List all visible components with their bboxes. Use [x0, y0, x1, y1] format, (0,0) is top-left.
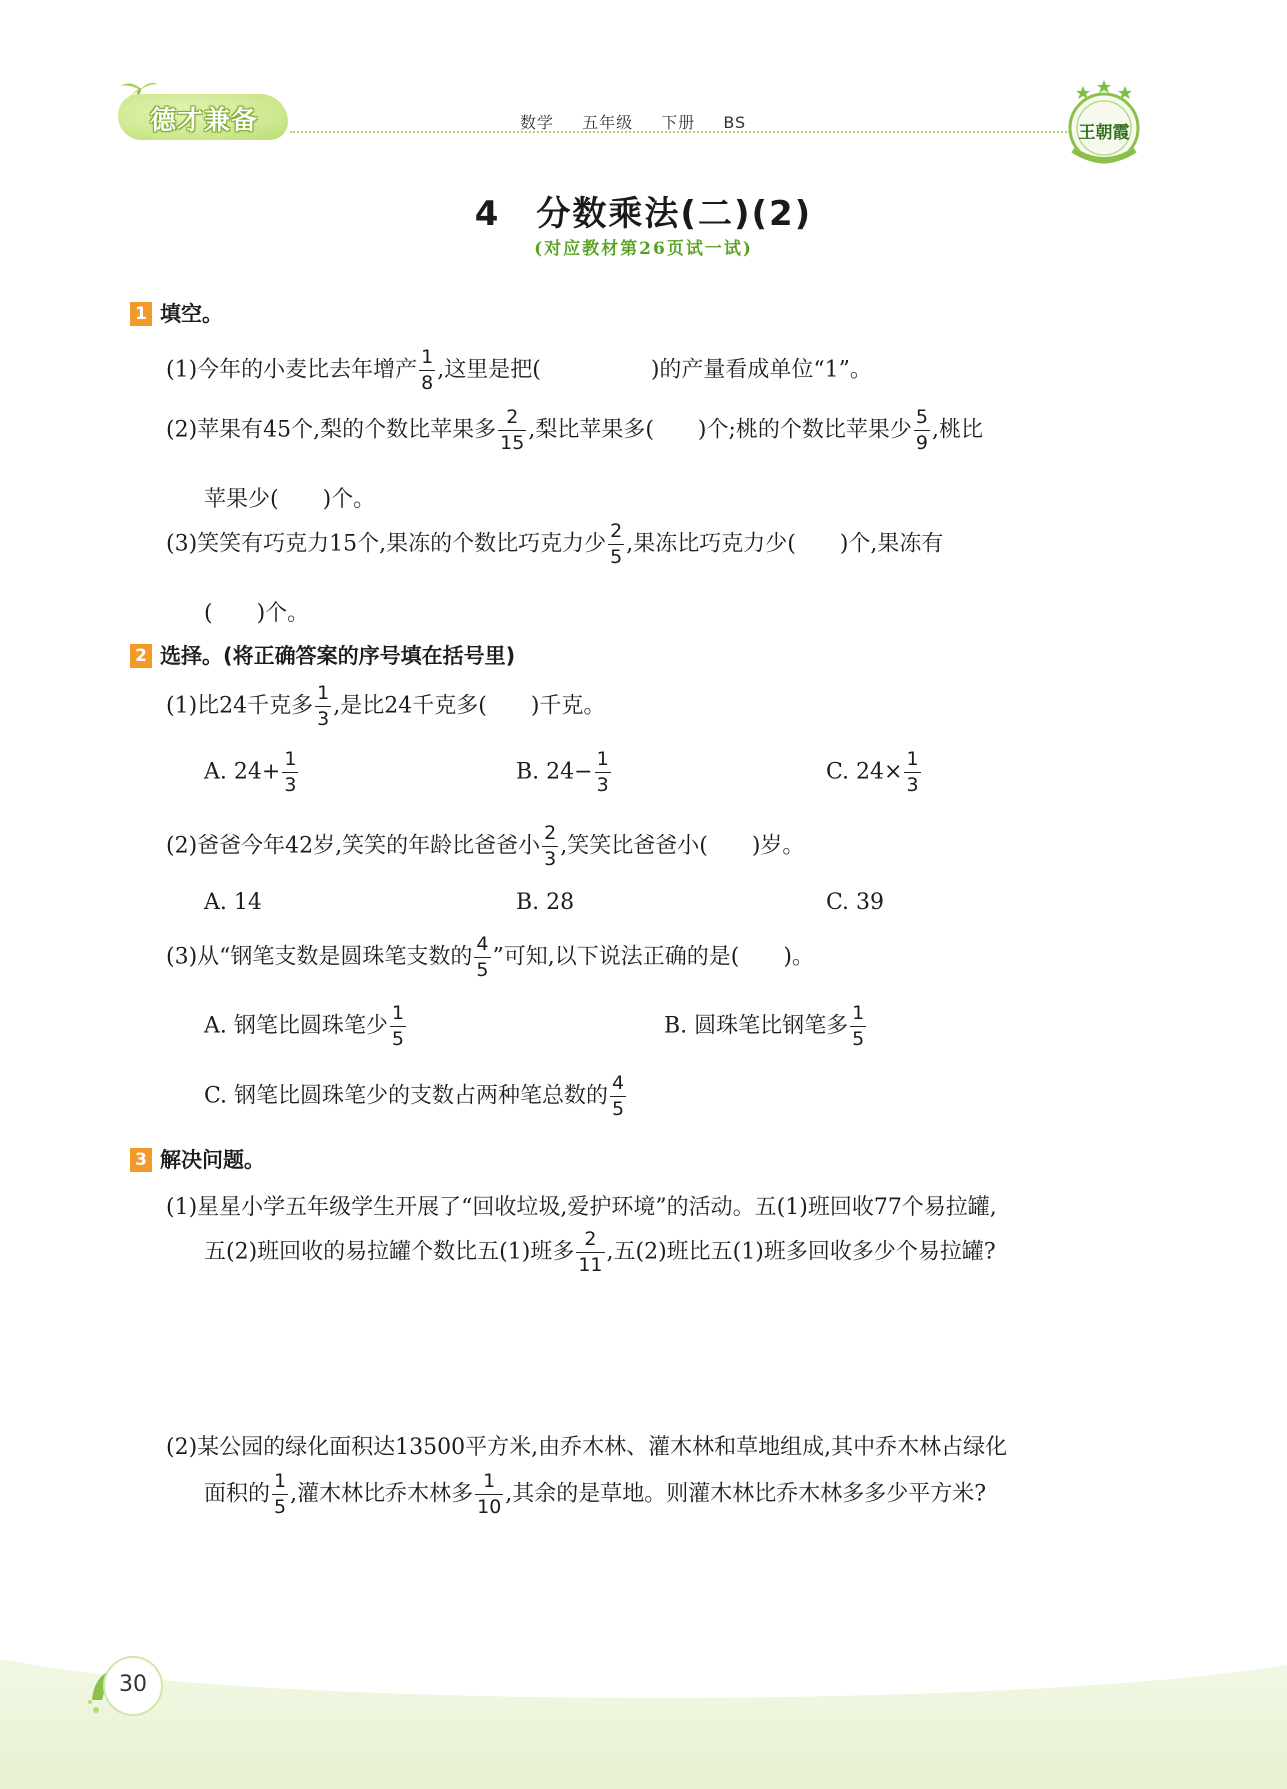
edition: BS	[723, 113, 747, 132]
q2-1: (1)比24千克多 $\frac{1}{3}$ ,是比24千克多( )千克。	[166, 682, 606, 730]
section-2-heading: 2 选择。(将正确答案的序号填在括号里)	[130, 640, 515, 670]
page-title: 4 分数乘法(二)(2)	[474, 194, 813, 234]
fraction: $\frac{1}{10}$	[477, 1470, 502, 1518]
fraction: $\frac{4}{5}$	[476, 933, 489, 981]
q2-2: (2)爸爸今年42岁,笑笑的年龄比爸爸小 $\frac{2}{3}$ ,笑笑比爸爸小( )岁。	[166, 822, 805, 870]
q2-1-option-a: A. 24+ $\frac{1}{3}$	[204, 748, 297, 796]
q2-3-option-a: A. 钢笔比圆珠笔少 $\frac{1}{5}$	[204, 1002, 404, 1050]
fraction: $\frac{1}{5}$	[852, 1002, 865, 1050]
section-3-number: 3	[130, 1148, 152, 1172]
fraction: $\frac{2}{15}$	[500, 406, 525, 454]
brand-logo	[110, 78, 290, 148]
section-3-heading: 3 解决问题。	[130, 1144, 265, 1174]
page-subtitle: (对应教材第26页试一试)	[534, 239, 753, 259]
section-1-number: 1	[130, 302, 152, 326]
fraction: $\frac{1}{5}$	[391, 1002, 404, 1050]
q2-2-option-c: C. 39	[826, 890, 885, 915]
subject: 数学	[520, 113, 555, 132]
fraction: $\frac{1}{3}$	[906, 748, 919, 796]
section-2-number: 2	[130, 644, 152, 668]
fraction: $\frac{1}{3}$	[317, 682, 330, 730]
q1-3: (3)笑笑有巧克力15个,果冻的个数比巧克力少 $\frac{2}{5}$ ,果冻比巧克力少( )个,果冻有	[166, 520, 944, 568]
q1-2-continued: 苹果少( )个。	[204, 487, 376, 512]
fraction: $\frac{1}{8}$	[421, 346, 434, 394]
q3-1-line1: (1)星星小学五年级学生开展了“回收垃圾,爱护环境”的活动。五(1)班回收77个易拉罐,	[166, 1195, 997, 1220]
q2-3-option-c: C. 钢笔比圆珠笔少的支数占两种笔总数的 $\frac{4}{5}$	[204, 1072, 625, 1120]
q1-1: (1)今年的小麦比去年增产 $\frac{1}{8}$ ,这里是把( )的产量看成单位“1”。	[166, 346, 872, 394]
q2-1-option-b: B. 24− $\frac{1}{3}$	[516, 748, 609, 796]
publisher-badge	[1063, 78, 1145, 166]
fraction: $\frac{4}{5}$	[612, 1072, 625, 1120]
q3-2-line1: (2)某公园的绿化面积达13500平方米,由乔木林、灌木林和草地组成,其中乔木林占绿化	[166, 1435, 1008, 1460]
book-info	[520, 110, 768, 133]
q2-1-option-c: C. 24× $\frac{1}{3}$	[826, 748, 919, 796]
fraction: $\frac{5}{9}$	[915, 406, 929, 454]
q3-1-line2: 五(2)班回收的易拉罐个数比五(1)班多 $\frac{2}{11}$ ,五(2)班比五(1)班多回收多少个易拉罐?	[204, 1228, 996, 1276]
fraction: $\frac{1}{3}$	[596, 748, 609, 796]
q2-2-option-b: B. 28	[516, 890, 575, 915]
q1-2: (2)苹果有45个,梨的个数比苹果多 $\frac{2}{15}$ ,梨比苹果多( )个;桃的个数比苹果少 $\frac{5}{9}$ ,桃比	[166, 406, 984, 454]
section-1-heading: 1 填空。	[130, 298, 223, 328]
fraction: $\frac{2}{11}$	[578, 1228, 603, 1276]
q3-2-line2: 面积的 $\frac{1}{5}$ ,灌木林比乔木林多 $\frac{1}{10}$ ,其余的是草地。则灌木林比乔木林多多少平方米?	[204, 1470, 987, 1518]
q2-2-option-a: A. 14	[204, 890, 262, 915]
grade: 五年级	[582, 113, 634, 132]
q2-3: (3)从“钢笔支数是圆珠笔支数的 $\frac{4}{5}$ ”可知,以下说法正确的是( )。	[166, 933, 814, 981]
badge-text: 王朝霞	[1078, 123, 1130, 143]
fraction: $\frac{2}{5}$	[610, 520, 623, 568]
q2-3-option-b: B. 圆珠笔比钢笔多 $\frac{1}{5}$	[664, 1002, 865, 1050]
fraction: $\frac{1}{5}$	[274, 1470, 287, 1518]
fraction: $\frac{2}{3}$	[544, 822, 557, 870]
volume: 下册	[661, 113, 696, 132]
logo-text: 德才兼备	[150, 106, 259, 136]
fraction: $\frac{1}{3}$	[284, 748, 297, 796]
q1-3-continued: ( )个。	[204, 601, 310, 626]
page-number: 30	[119, 1672, 147, 1697]
